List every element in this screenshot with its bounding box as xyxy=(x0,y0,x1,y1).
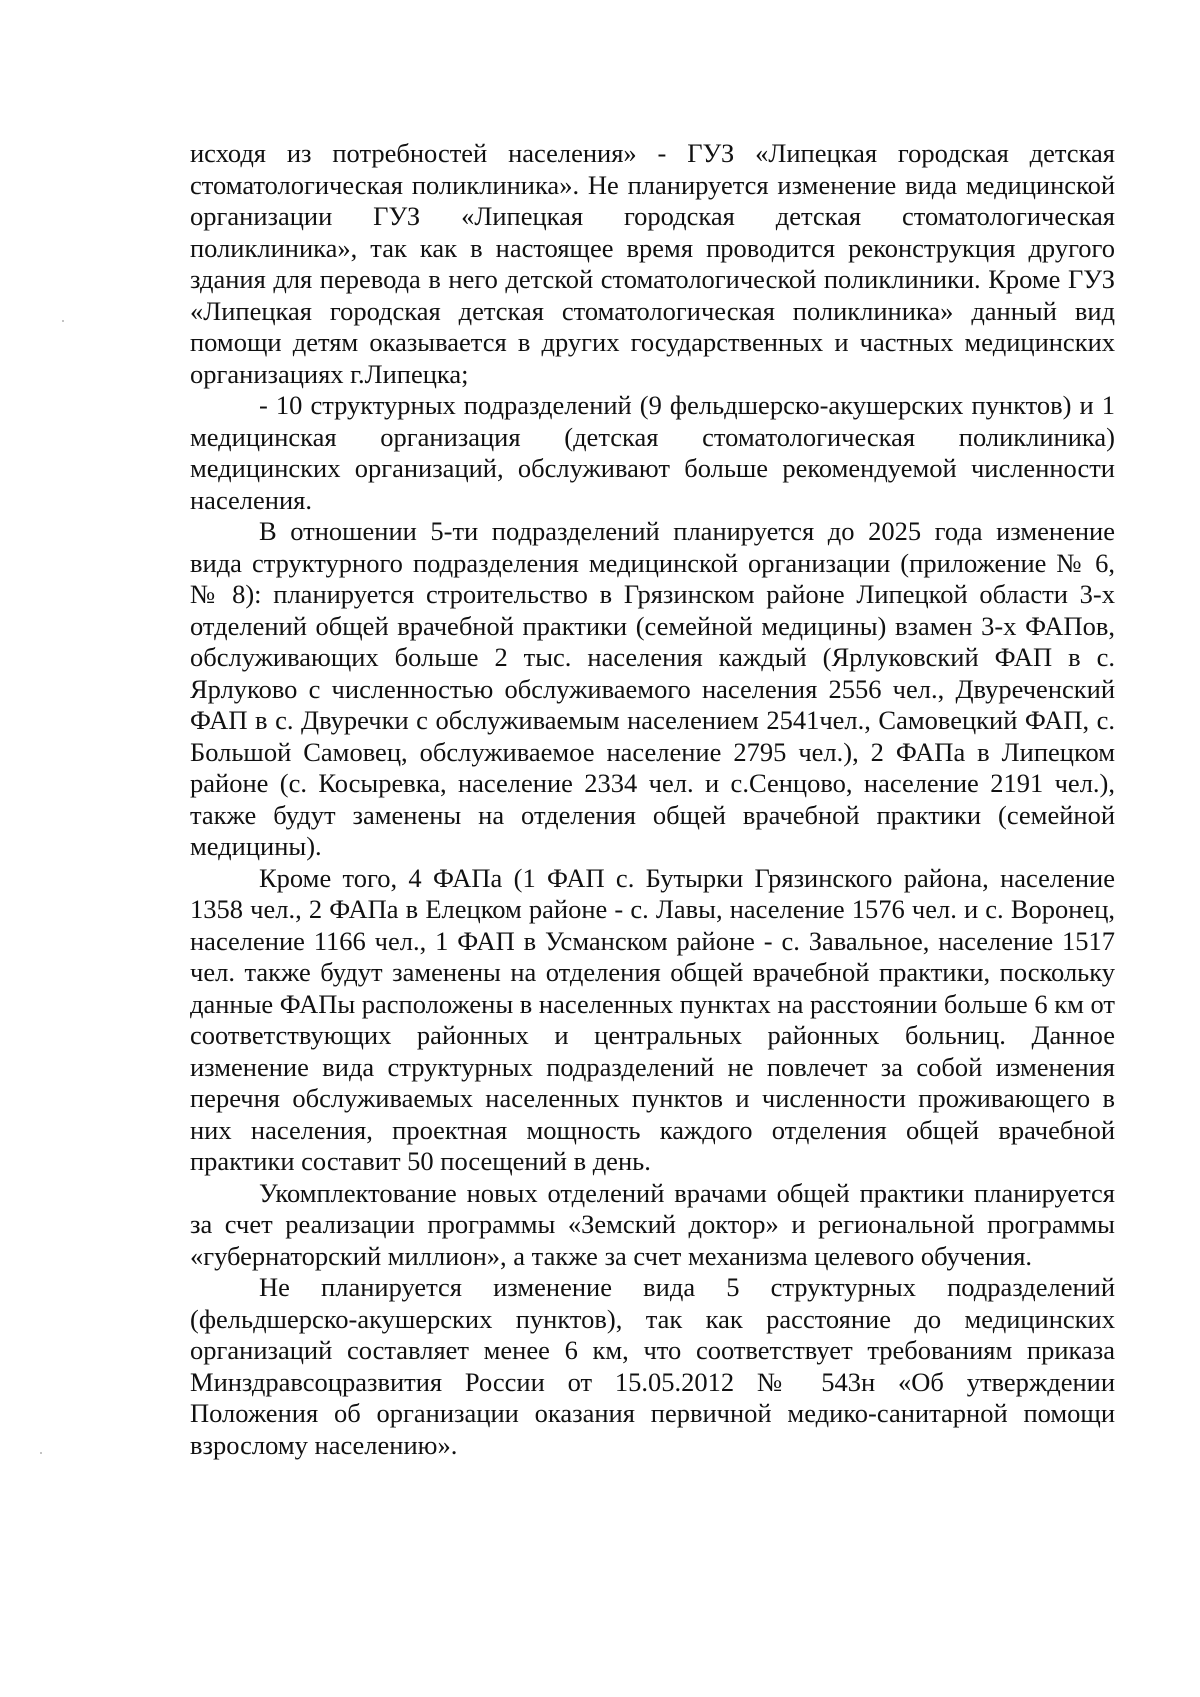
paragraph-staffing: Укомплектование новых отделений врачами общей практики планируется за счет реализации программы «Земский доктор» и региональной программы «губернаторский миллион», а также за счет механизма целевого обучения. xyxy=(190,1177,1115,1271)
paragraph-structural-units: - 10 структурных подразделений (9 фельдшерско-акушерских пунктов) и 1 медицинская организация (детская стоматологическая поликлиника) медицинских организаций, обслуживают больше рекомендуемой численности населения. xyxy=(190,390,1115,515)
paragraph-no-change: Не планируется изменение вида 5 структурных подразделений (фельдшерско-акушерских пунктов), так как расстояние до медицинских организаций составляет менее 6 км, что соответствует требованиям приказа Минздравсоцразвития России от 15.05.2012 № 543н «Об утверждении Положения об организации оказания первичной медико-санитарной помощи взрослому населению». xyxy=(190,1272,1115,1460)
paragraph-continuation: исходя из потребностей населения» - ГУЗ «Липецкая городская детская стоматологическая поликлиника». Не планируется изменение вида медицинской организации ГУЗ «Липецкая городская детская стоматологическая поликлиника», так как в настоящее время проводится реконструкция другого здания для перевода в него детской стоматологической поликлиники. Кроме ГУЗ «Липецкая городская детская стоматологическая поликлиника» данный вид помощи детям оказывается в других государственных и частных медицинских организациях г.Липецка; xyxy=(190,138,1115,389)
document-body xyxy=(190,138,1115,1461)
scan-speck xyxy=(62,320,64,322)
paragraph-five-units: В отношении 5-ти подразделений планируется до 2025 года изменение вида структурного подразделения медицинской организации (приложение № 6, № 8): планируется строительство в Грязинском районе Липецкой области 3-х отделений общей врачебной практики (семейной медицины) взамен 3-х ФАПов, обслуживающих больше 2 тыс. населения каждый (Ярлуковский ФАП в с. Ярлуково с численностью обслуживаемого населения 2556 чел., Двуреченский ФАП в с. Двуречки с обслуживаемым населением 2541чел., Самовецкий ФАП, с. Большой Самовец, обслуживаемое население 2795 чел.), 2 ФАПа в Липецком районе (с. Косыревка, население 2334 чел. и с.Сенцово, население 2191 чел.), также будут заменены на отделения общей врачебной практики (семейной медицины). xyxy=(190,516,1115,861)
paragraph-four-fap: Кроме того, 4 ФАПа (1 ФАП с. Бутырки Грязинского района, население 1358 чел., 2 ФАПа в Елецком районе - с. Лавы, население 1576 чел. и с. Воронец, население 1166 чел., 1 ФАП в Усманском районе - с. Завальное, население 1517 чел. также будут заменены на отделения общей врачебной практики, поскольку данные ФАПы расположены в населенных пунктах на расстоянии больше 6 км от соответствующих районных и центральных районных больниц. Данное изменение вида структурных подразделений не повлечет за собой изменения перечня обслуживаемых населенных пунктов и численности проживающего в них населения, проектная мощность каждого отделения общей врачебной практики составит 50 посещений в день. xyxy=(190,862,1115,1176)
scan-speck xyxy=(40,1452,42,1454)
